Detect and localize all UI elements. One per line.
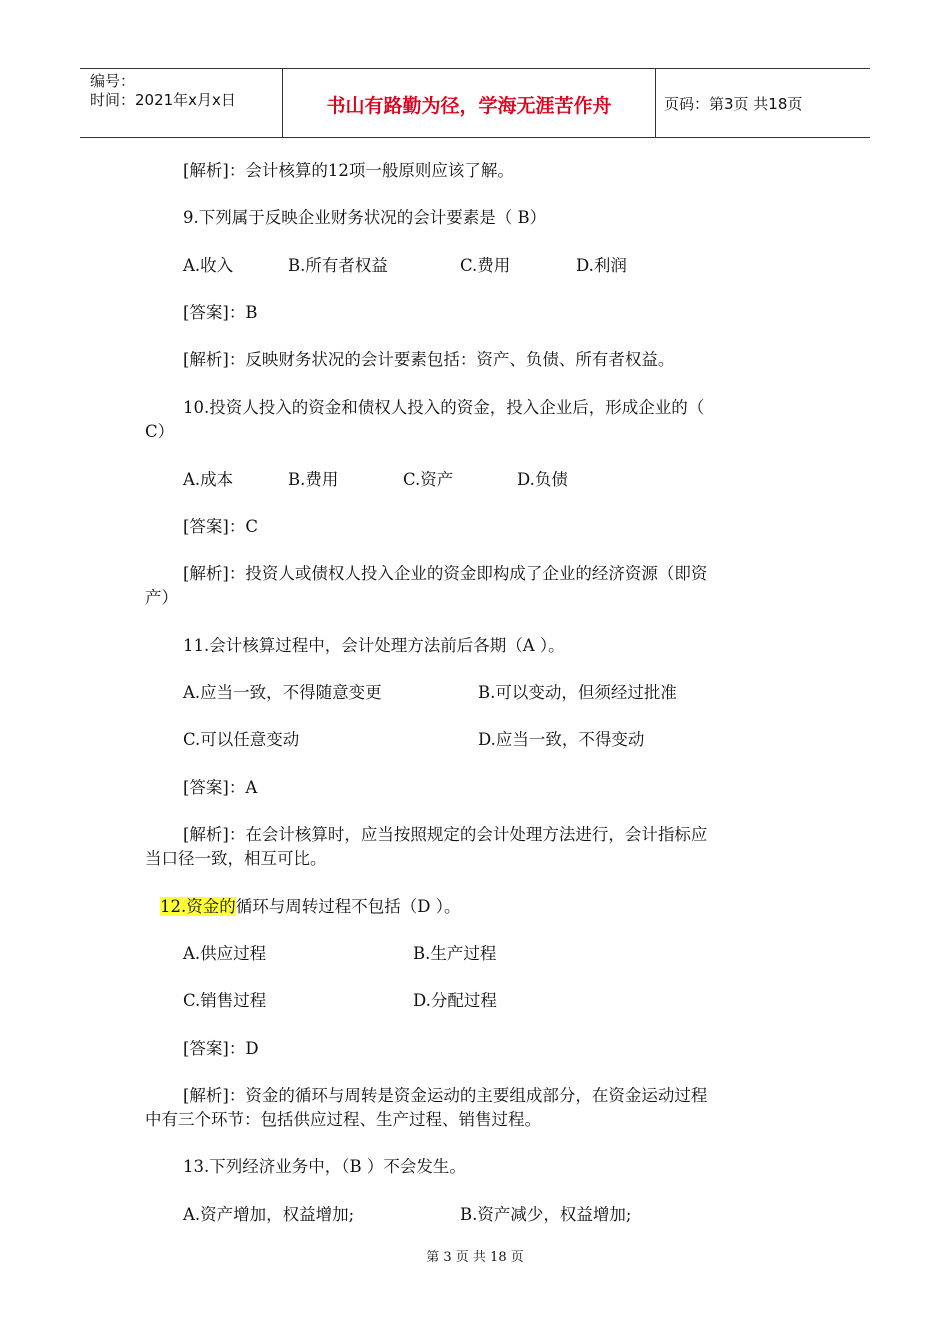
question-line <box>160 896 460 918</box>
option-text: C.销售过程 <box>183 991 267 1010</box>
text-line: [答案]：C <box>183 517 258 536</box>
text-line: 10.投资人投入的资金和债权人投入的资金，投入企业后，形成企业的（ <box>183 398 705 417</box>
text-line: [答案]：D <box>183 1039 259 1058</box>
option-text: C.资产 <box>403 470 454 489</box>
text-line: [解析]：在会计核算时，应当按照规定的会计处理方法进行，会计指标应 <box>183 825 708 844</box>
option-text: D.分配过程 <box>413 991 497 1010</box>
text-line: 11.会计核算过程中，会计处理方法前后各期（A ）。 <box>183 636 565 655</box>
option-text: C.可以任意变动 <box>183 730 300 749</box>
option-text: B.可以变动，但须经过批准 <box>478 683 677 702</box>
option-text: C.费用 <box>460 256 511 275</box>
text-line: [答案]：A <box>183 778 258 797</box>
text-line: 当口径一致，相互可比。 <box>145 849 327 868</box>
number-label: 编号： <box>90 72 136 90</box>
text-line: 9.下列属于反映企业财务状况的会计要素是（ B） <box>183 208 547 227</box>
page-footer: 第 3 页 共 18 页 <box>426 1250 524 1265</box>
option-text: B.费用 <box>288 470 339 489</box>
text-line: 中有三个环节：包括供应过程、生产过程、销售过程。 <box>145 1110 541 1129</box>
page-header <box>80 68 870 138</box>
text-line: 13.下列经济业务中，（B ）不会发生。 <box>183 1157 466 1176</box>
option-text: D.利润 <box>576 256 627 275</box>
text-line: [解析]：反映财务状况的会计要素包括：资产、负债、所有者权益。 <box>183 350 675 369</box>
option-text: A.资产增加，权益增加; <box>183 1205 355 1224</box>
option-text: D.负债 <box>517 470 568 489</box>
option-text: A.收入 <box>183 256 234 275</box>
text-line: [解析]：投资人或债权人投入企业的资金即构成了企业的经济资源（即资 <box>183 564 708 583</box>
page-info: 页码：第3页 共18页 <box>664 95 803 113</box>
text-line: C） <box>145 422 175 441</box>
header-meta <box>80 69 280 137</box>
option-text: B.生产过程 <box>413 944 497 963</box>
text-line: [答案]：B <box>183 303 258 322</box>
option-text: A.供应过程 <box>183 944 267 963</box>
option-text: B.资产减少，权益增加; <box>460 1205 632 1224</box>
highlighted-text: 12.资金的 <box>160 897 236 916</box>
option-text: A.成本 <box>183 470 234 489</box>
header-motto-cell <box>282 69 656 137</box>
line-text: 循环与周转过程不包括（D ）。 <box>235 897 461 916</box>
text-line: [解析]：会计核算的12项一般原则应该了解。 <box>183 161 514 180</box>
time-label: 时间：2021年x月x日 <box>90 91 236 109</box>
text-line: [解析]：资金的循环与周转是资金运动的主要组成部分，在资金运动过程 <box>183 1086 708 1105</box>
option-text: D.应当一致，不得变动 <box>478 730 645 749</box>
text-line: 产） <box>145 588 178 607</box>
option-text: B.所有者权益 <box>288 256 388 275</box>
option-text: A.应当一致，不得随意变更 <box>183 683 382 702</box>
motto-text: 书山有路勤为径，学海无涯苦作舟 <box>326 95 612 117</box>
